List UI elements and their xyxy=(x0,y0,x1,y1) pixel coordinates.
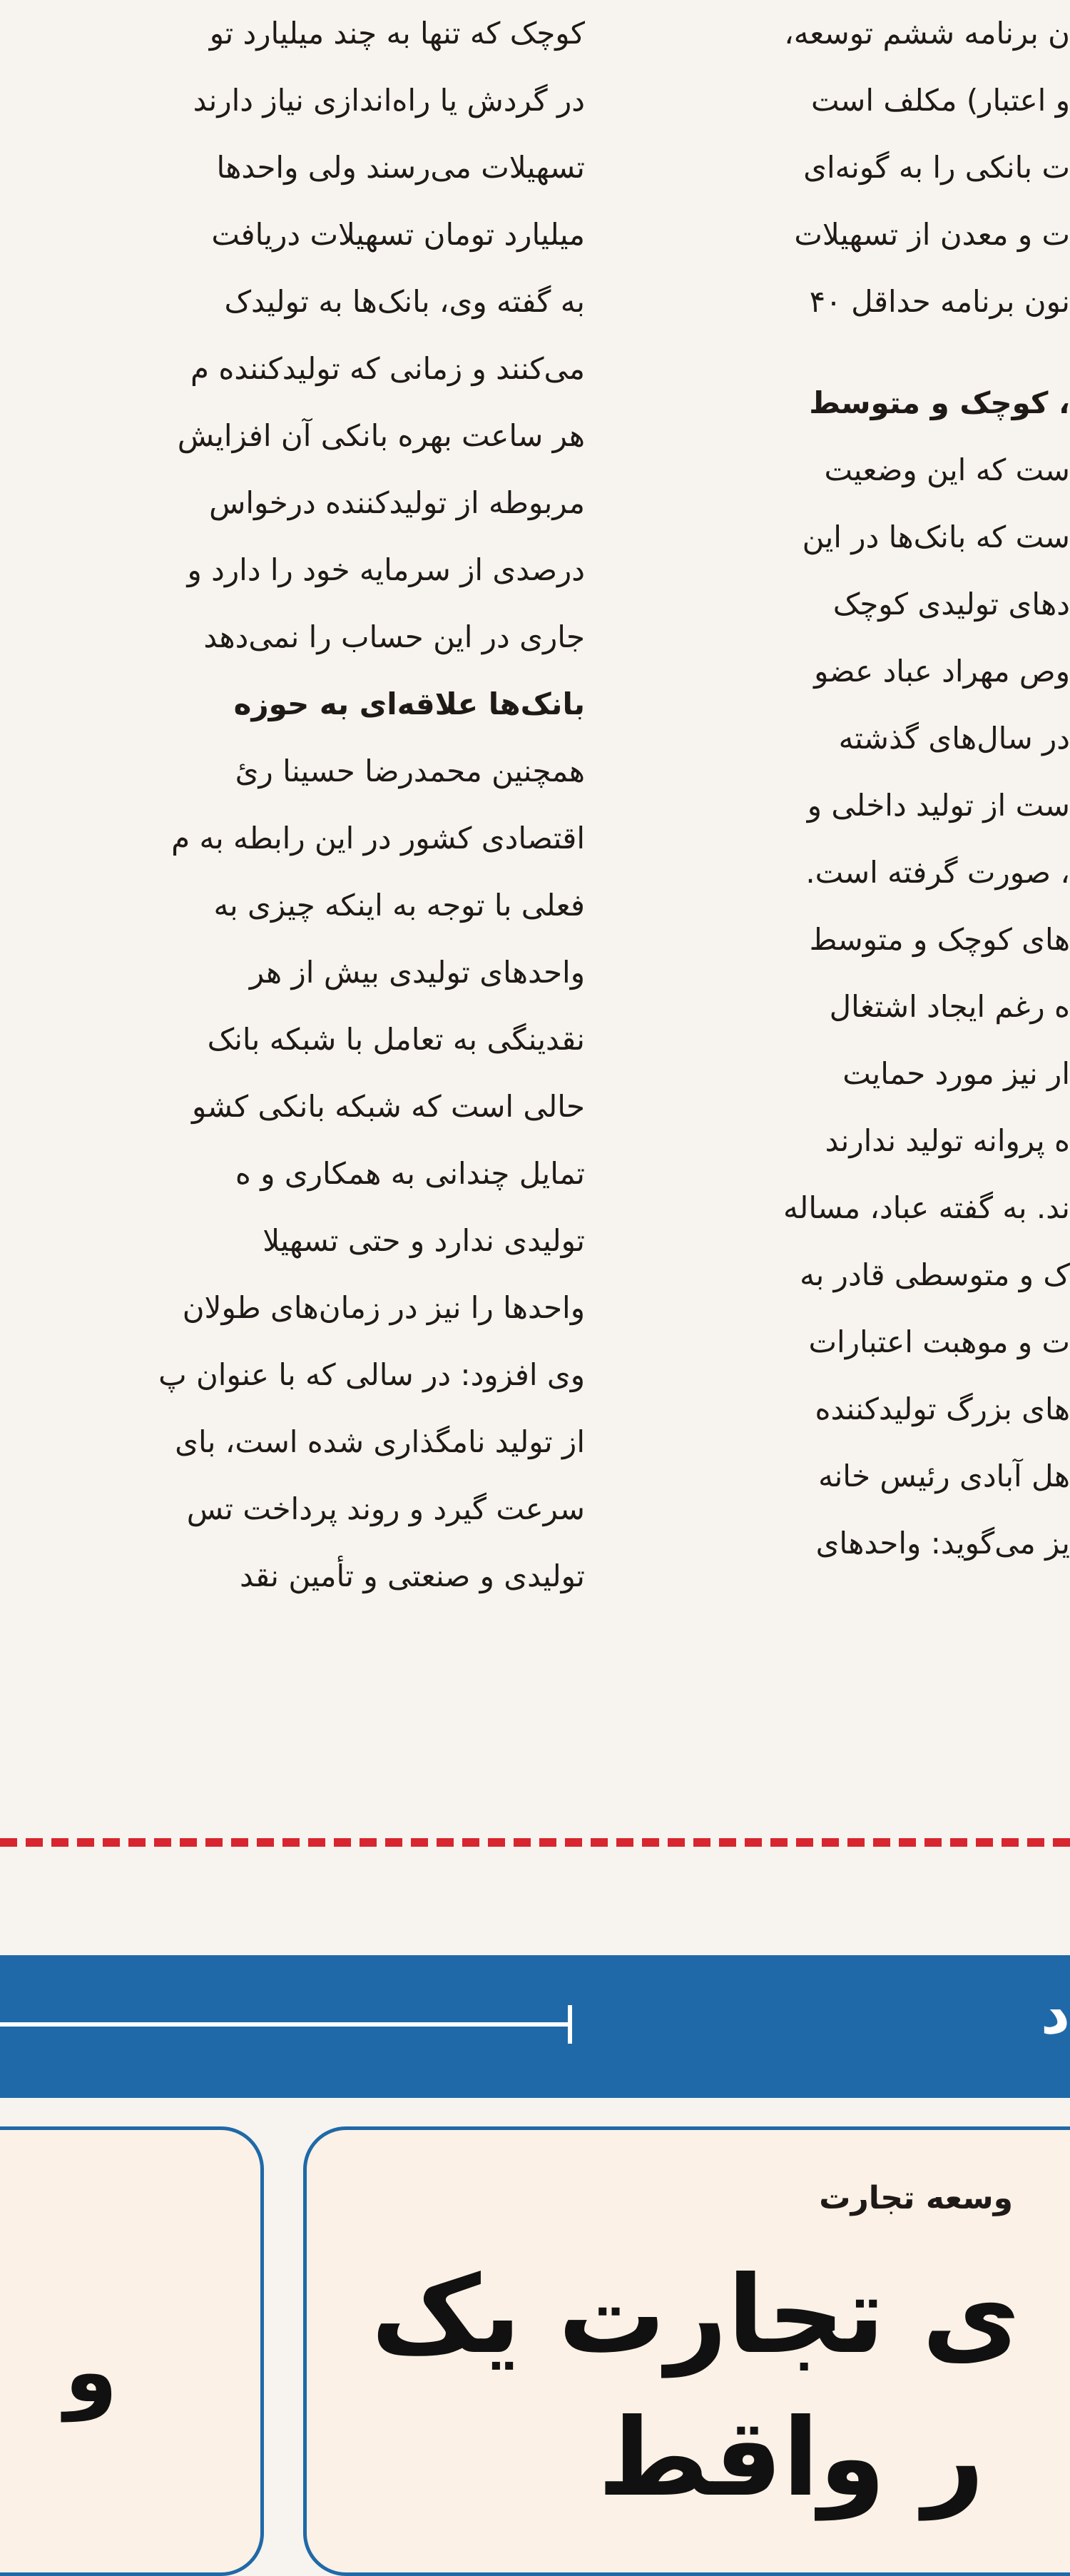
subheading: بانک‌ها علاقه‌ای به حوزه xyxy=(233,686,585,721)
text-line: تولیدی ندارد و حتی تسهیلا xyxy=(263,1223,585,1258)
text-line: ت و موهبت اعتبارات xyxy=(808,1324,1070,1359)
text-line: واحدها را نیز در زمان‌های طولان xyxy=(182,1290,585,1325)
text-line: وی افزود: در سالی که با عنوان پ xyxy=(158,1357,585,1392)
section-header-band xyxy=(0,1955,1070,2098)
text-line: تولیدی و صنعتی و تأمین نقد xyxy=(240,1558,585,1593)
section-title: د xyxy=(1040,1980,1070,2047)
card-headline-line1: ی تجارت یک xyxy=(371,2253,1020,2378)
text-line: ت بانکی را به گونه‌ای xyxy=(803,150,1070,185)
text-line: میلیارد تومان تسهیلات دریافت xyxy=(211,217,585,252)
text-line: یز می‌گوید: واحدهای xyxy=(815,1526,1070,1561)
paragraph-gap xyxy=(681,335,1070,370)
text-line: ، صورت گرفته است. xyxy=(805,855,1070,890)
text-line: نقدینگی به تعامل با شبکه بانک xyxy=(207,1022,585,1057)
story-card-right[interactable] xyxy=(303,2126,1070,2576)
story-card-left[interactable] xyxy=(0,2126,264,2576)
text-line: واحدهای تولیدی بیش از هر xyxy=(249,955,585,990)
text-line: ن برنامه ششم توسعه، xyxy=(784,16,1070,51)
text-line: ه رغم ایجاد اشتغال xyxy=(829,989,1070,1024)
text-line: درصدی از سرمایه خود را دارد و xyxy=(187,552,585,587)
text-line: اقتصادی کشور در این رابطه به م xyxy=(171,821,585,856)
card-headline: و xyxy=(64,2323,118,2422)
text-line: ست که بانک‌ها در این xyxy=(802,519,1070,554)
text-line: ند. به گفته عباد، مساله xyxy=(783,1190,1070,1225)
card-kicker: وسعه تجارت xyxy=(819,2180,1013,2216)
subheading: ، کوچک و متوسط xyxy=(809,385,1070,420)
text-line: ست از تولید داخلی و xyxy=(807,788,1070,823)
text-line: در سال‌های گذشته xyxy=(838,721,1070,756)
text-line: های بزرگ تولیدکننده xyxy=(815,1391,1070,1426)
text-line: ت و معدن از تسهیلات xyxy=(794,217,1070,252)
text-line: ست که این وضعیت xyxy=(824,452,1070,487)
card-headline-line2: ر واقط xyxy=(597,2396,984,2520)
text-line: حالی است که شبکه بانکی کشو xyxy=(191,1089,585,1124)
text-line: کوچک که تنها به چند میلیارد تو xyxy=(209,16,585,51)
text-line: تمایل چندانی به همکاری و ه xyxy=(235,1156,585,1191)
dashed-divider xyxy=(0,1838,1070,1847)
article-column-left xyxy=(0,0,585,1610)
text-line: هل آبادی رئیس خانه xyxy=(818,1459,1070,1494)
text-line: فعلی با توجه به اینکه چیزی به xyxy=(213,888,585,923)
article-column-right xyxy=(681,0,1070,1577)
text-line: از تولید نامگذاری شده است، بای xyxy=(175,1424,585,1459)
text-line: دهای تولیدی کوچک xyxy=(832,587,1070,622)
text-line: تسهیلات می‌رسند ولی واحدها xyxy=(216,150,585,185)
text-line: ه پروانه تولید ندارند xyxy=(825,1123,1070,1158)
text-line: در گردش یا راه‌اندازی نیاز دارند xyxy=(193,83,585,118)
band-rule-line xyxy=(0,2022,571,2027)
text-line: می‌کنند و زمانی که تولیدکننده م xyxy=(190,351,585,386)
text-line: ک و متوسطی قادر به xyxy=(800,1257,1070,1292)
text-line: ار نیز مورد حمایت xyxy=(842,1056,1070,1091)
text-line: نون برنامه حداقل ۴۰ xyxy=(809,284,1070,319)
text-line: و اعتبار) مکلف است xyxy=(810,83,1070,118)
text-line: همچنین محمدرضا حسینا رئ xyxy=(235,754,585,788)
text-line: وص مهراد عباد عضو xyxy=(814,654,1070,689)
text-line: مربوطه از تولیدکننده درخواس xyxy=(209,485,585,520)
text-line: هر ساعت بهره بانکی آن افزایش xyxy=(177,418,585,453)
band-rule-cap xyxy=(568,2005,572,2044)
text-line: به گفته وی، بانک‌ها به تولیدک xyxy=(224,284,585,319)
text-line: های کوچک و متوسط xyxy=(809,922,1070,957)
text-line: جاری در این حساب را نمی‌دهد xyxy=(203,619,585,654)
text-line: سرعت گیرد و روند پرداخت تس xyxy=(186,1491,585,1526)
